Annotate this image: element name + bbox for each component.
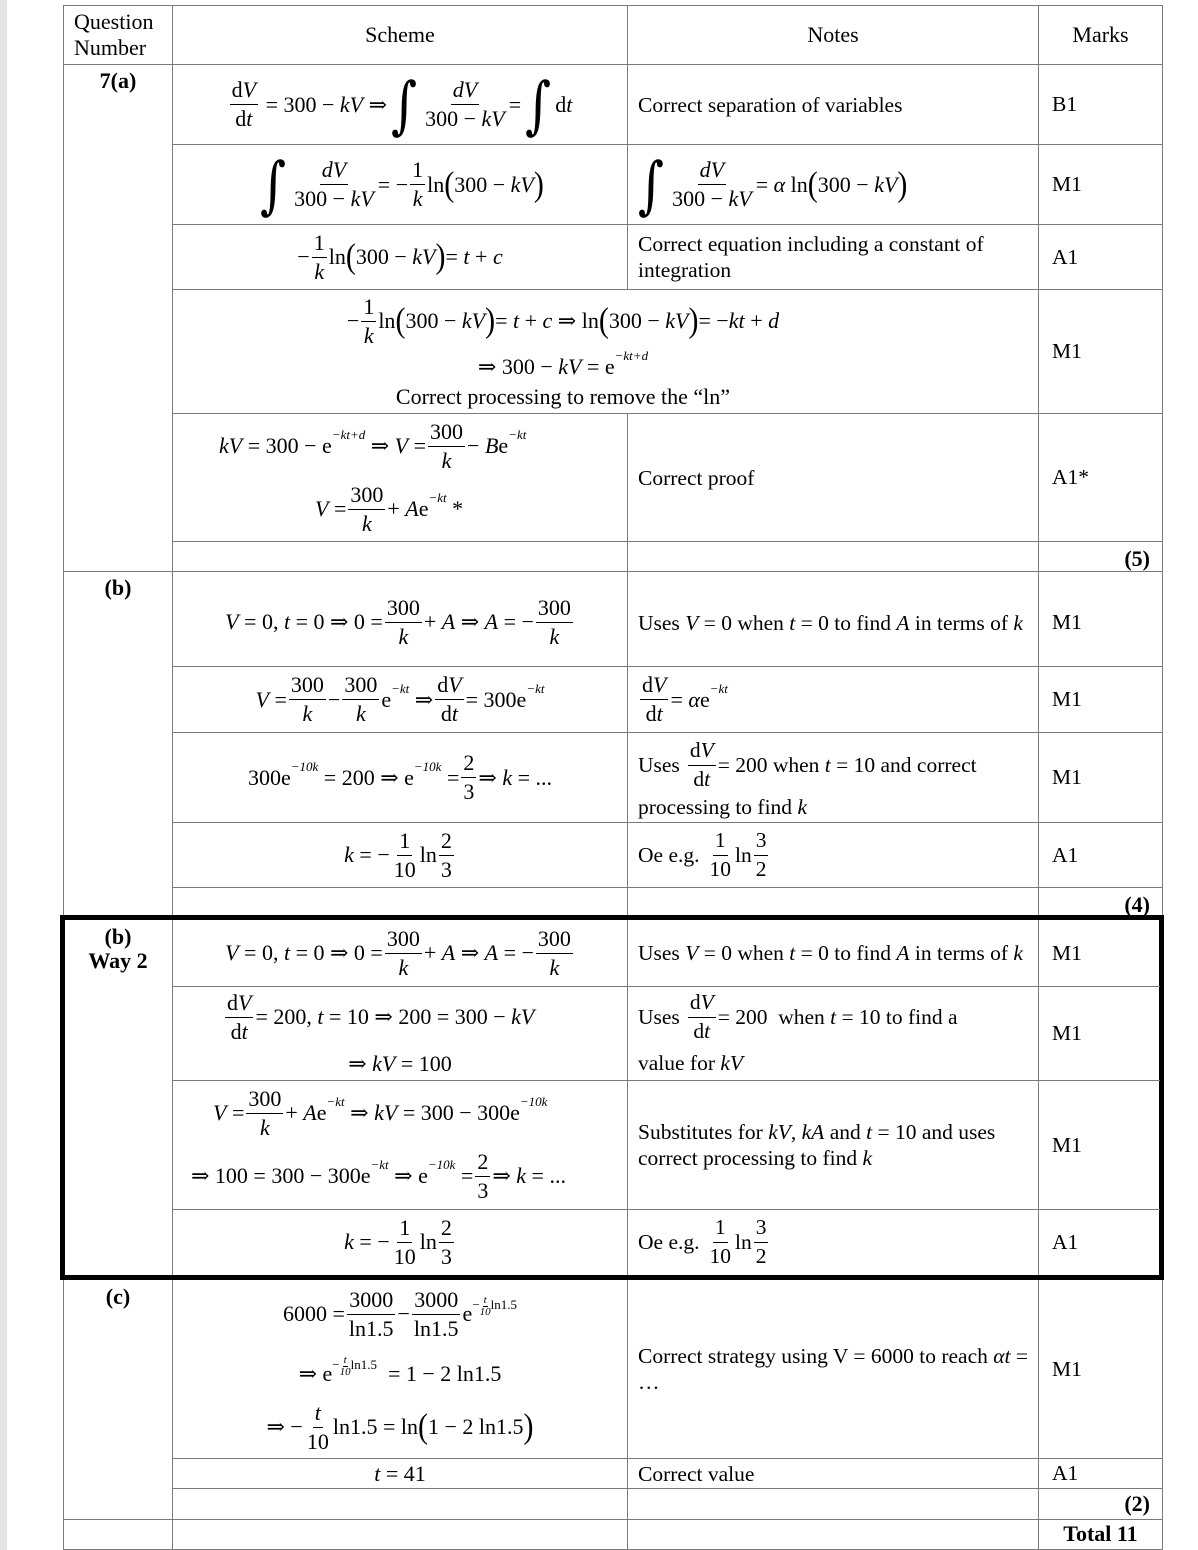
scheme-c-row1 [173, 1280, 627, 1458]
notes-text: Oe e.g. [638, 1229, 700, 1254]
scheme-c-row2 [173, 1459, 627, 1488]
notes-c-row1: Correct strategy using V = 6000 to reach αt = … [638, 1344, 1029, 1394]
notes-text: Oe e.g. [638, 842, 700, 867]
mark-b-row4: A1 [1052, 842, 1079, 867]
scheme-a-row5 [173, 414, 627, 541]
header-question-number: Question Number [74, 9, 154, 60]
table-border-left [63, 5, 64, 1550]
equation-find-a: V = 0, t = 0 ⇒ 0 = $\frac{300}{k}$ + A ⇒ A = − $\frac{300}{k}$ [225, 594, 571, 649]
total-marks: Total 11 [1063, 1521, 1138, 1546]
mark-b-row2: M1 [1052, 687, 1082, 711]
equation-log-constant: − $\frac{1}{k}$ ln ( 300 − kV ) = t + c [297, 229, 503, 284]
scheme-note-remove-ln: Correct processing to remove the “ln” [395, 384, 731, 409]
scheme-b-row1 [173, 572, 627, 666]
integral-sign: ∫ [638, 148, 665, 221]
mark-way2-row4: A1 [1052, 1229, 1079, 1254]
scheme-way2-row1 [173, 920, 627, 986]
notes-way2-row1: Uses V = 0 when t = 0 to find A in terms of k [638, 941, 1023, 965]
notes-b-row1: Uses V = 0 when t = 0 to find A in terms of k [638, 611, 1023, 635]
mark-a-row5: A1* [1052, 465, 1090, 489]
notes-oe-equation-way2: Oe e.g. $\frac{1}{10}$ ln $\frac{3}{2}$ [638, 1215, 767, 1268]
integral-sign: ∫ [525, 68, 552, 141]
mark-way2-row3: M1 [1052, 1132, 1082, 1157]
integral-sign: ∫ [391, 68, 418, 141]
section-divider [63, 1519, 1163, 1520]
notes-text-line2: processing to find k [638, 795, 807, 819]
scheme-a-row2 [173, 145, 627, 224]
notes-way2-row3: Substitutes for kV, kA and t = 10 and uses correct processing to find k [638, 1120, 996, 1170]
header-marks: Marks [1072, 22, 1129, 47]
equation-v-result: V = $\frac{300}{k}$ + $Ae^{-kt}$ * [315, 481, 464, 536]
scheme-a-row3 [173, 225, 627, 289]
equation-solve-k-way2: ⇒ $100 = 300 - 300e^{-kt}$ ⇒ $e^{-10k}$ = $\frac{2}{3}$ ⇒ k = ... [191, 1148, 566, 1203]
notes-text-line2: value for kV [638, 1051, 744, 1075]
header-scheme: Scheme [365, 22, 435, 47]
notes-c-row2: Correct value [638, 1461, 755, 1486]
question-label-7a: 7(a) [99, 68, 137, 93]
row-divider [172, 887, 1163, 888]
equation-kv: kV = $300 - e^{-kt+d}$ ⇒ V = $\frac{300}{k}$ − $Be^{-kt}$ [219, 418, 527, 473]
scheme-b-row3 [173, 733, 627, 822]
table-border-right [1162, 5, 1163, 1550]
notes-way2-row2 [628, 987, 1038, 1080]
integral-sign: ∫ [260, 148, 287, 221]
question-label-c: (c) [105, 1284, 131, 1309]
equation-t-41: t = 41 [374, 1460, 426, 1486]
notes-equation-derivative: $\frac{dV}{dt}$ = $\alpha e^{-kt}$ [642, 672, 728, 726]
notes-uses-derivative-way2: Uses $\frac{dV}{dt}$ = 200 when t = 10 to find a [638, 990, 958, 1043]
equation-remove-ln: − $\frac{1}{k}$ ln ( 300 − kV ) = t + c ⇒ ln ( 300 − kV ) = −kt + d [346, 293, 780, 348]
header-notes: Notes [807, 22, 859, 47]
notes-a-row1: Correct separation of variables [638, 92, 903, 117]
equation-derivative: V = $\frac{300}{k}$ − $\frac{300}{k}$ $e^{-kt}$ ⇒ $\frac{dV}{dt}$ = $300e^{-kt}$ [255, 672, 545, 726]
equation-dvdt-200: $\frac{dV}{dt}$ = 200, t = 10 ⇒ 200 = 300 − kV [227, 989, 535, 1044]
scheme-b-row4 [173, 823, 627, 887]
scheme-way2-row2 [173, 987, 627, 1080]
label-b: (b) [104, 924, 132, 949]
scheme-a-row4 [173, 290, 1038, 413]
mark-c-row1: M1 [1052, 1356, 1082, 1381]
mark-a-row1: B1 [1052, 92, 1078, 116]
mark-way2-row1: M1 [1052, 940, 1082, 965]
notes-text: Uses [638, 1004, 680, 1029]
label-way-2: Way 2 [88, 948, 148, 973]
equation-integral: ∫ $\frac{dV}{300 - kV}$ = − $\frac{1}{k}$ ln ( 300 − kV ) [260, 148, 544, 221]
equation-solve-k: $300e^{-10k} = 200$ ⇒ $e^{-10k}$ = $\frac{2}{3}$ ⇒ k = ... [247, 750, 552, 804]
equation-exp-isolated: ⇒ $e^{- \frac{t}{10} ln1.5} = 1 - 2$ ln1.5 [298, 1354, 502, 1386]
row-divider [172, 1488, 1163, 1489]
scheme-way2-row4 [173, 1210, 627, 1274]
notes-way2-row4 [628, 1210, 1038, 1274]
mark-a-row4: M1 [1052, 339, 1082, 363]
page-side-strip [0, 0, 7, 1550]
equation-log-both-sides: ⇒ − $\frac{t}{10}$ ln1.5 = ln ( 1 − 2 ln1.5 ) [266, 1399, 534, 1454]
mark-a-row3: A1 [1052, 244, 1079, 269]
question-label-b: (b) [104, 575, 132, 600]
notes-equation-integral: ∫ $\frac{dV}{300 - kV}$ = α ln ( 300 − kV ) [638, 148, 908, 221]
subtotal-a: (5) [1124, 546, 1150, 571]
notes-a-row5: Correct proof [638, 465, 755, 490]
notes-a-row2 [628, 145, 1038, 224]
scheme-way2-row3 [173, 1081, 627, 1209]
notes-b-row3 [628, 733, 1038, 822]
question-label-b-way2 [64, 925, 172, 973]
scheme-a-row1 [173, 65, 627, 144]
scheme-b-row2 [173, 667, 627, 732]
notes-oe-equation: Oe e.g. $\frac{1}{10}$ ln $\frac{3}{2}$ [638, 828, 767, 881]
row-divider [172, 541, 1163, 542]
notes-text: Uses [638, 752, 680, 777]
notes-b-row4 [628, 823, 1038, 887]
equation-kv-100: ⇒ kV = 100 [348, 1051, 452, 1076]
equation-k-value: k = − $\frac{1}{10}$ ln $\frac{2}{3}$ [344, 827, 452, 882]
mark-scheme-table [63, 5, 1163, 1550]
notes-b-row2 [628, 667, 1038, 732]
equation-substitute: V = $\frac{300}{k}$ + $Ae^{-kt}$ ⇒ kV = $300 - 300e^{-10k}$ [213, 1085, 548, 1140]
equation-exponential: ⇒ 300 − kV = $e^{-kt+d}$ [477, 348, 649, 379]
mark-a-row2: M1 [1052, 172, 1082, 196]
notes-a-row3: Correct equation including a constant of integration [638, 232, 984, 282]
mark-b-row3: M1 [1052, 765, 1082, 789]
mark-c-row2: A1 [1052, 1461, 1079, 1485]
mark-b-row1: M1 [1052, 609, 1082, 634]
subtotal-c: (2) [1124, 1491, 1150, 1516]
equation-k-value-way2: k = − $\frac{1}{10}$ ln $\frac{2}{3}$ [344, 1214, 452, 1269]
equation-v-6000: 6000 = $\frac{3000}{\ln 1.5}$ − $\frac{3000}{\ln 1.5}$ $e^{- \frac{t}{10} ln1.5}$ [282, 1286, 518, 1341]
equation-separation: $\frac{dV}{dt}$ = 300 − kV ⇒ ∫ $\frac{dV}{300 - kV}$ = ∫ dt [231, 68, 573, 141]
notes-uses-derivative: Uses $\frac{dV}{dt}$ = 200 when t = 10 and correct [638, 738, 977, 791]
subtotal-b: (4) [1124, 892, 1150, 917]
mark-way2-row2: M1 [1052, 1021, 1082, 1045]
equation-find-a-way2: V = 0, t = 0 ⇒ 0 = $\frac{300}{k}$ + A ⇒ A = − $\frac{300}{k}$ [225, 925, 571, 980]
